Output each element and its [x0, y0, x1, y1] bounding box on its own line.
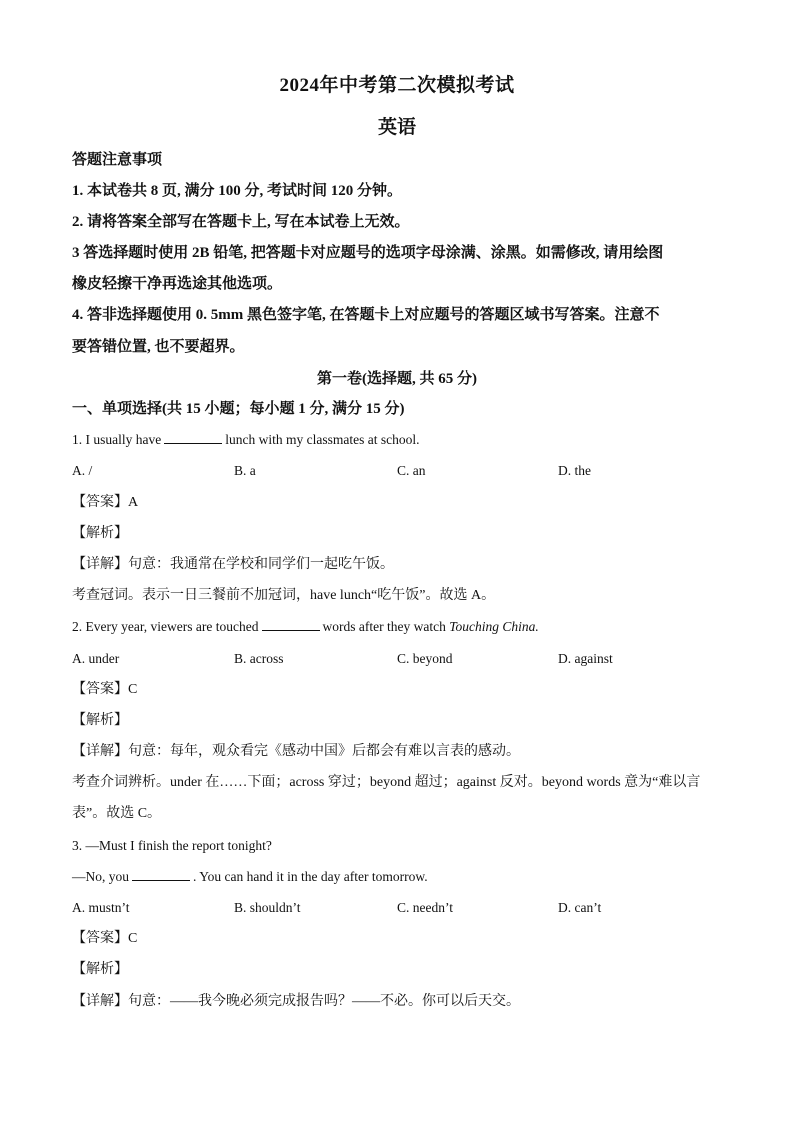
question-2-explanation-line-1: 考查介词辨析。under 在……下面；across 穿过；beyond 超过；against 反对。beyond words 意为“难以言 [72, 775, 701, 790]
notice-item-2: 2. 请将答案全部写在答题卡上, 写在本试卷上无效。 [72, 214, 410, 230]
question-2-answer: 【答案】C [72, 682, 138, 697]
question-2-option-a: A. under [72, 651, 120, 666]
question-2-option-b: B. across [234, 651, 284, 666]
notice-item-4-line-1: 4. 答非选择题使用 0. 5mm 黑色签字笔, 在答题卡上对应题号的答题区域书写答案。注意不 [72, 307, 660, 323]
question-2-explanation-line-2: 表”。故选 C。 [72, 806, 162, 821]
question-1-stem [72, 430, 419, 450]
question-1-option-a: A. / [72, 463, 93, 478]
question-3-option-d: D. can’t [558, 900, 602, 915]
question-1-answer: 【答案】A [72, 495, 139, 510]
question-1-option-c: C. an [397, 463, 426, 478]
question-2-stem-after: words after they watch [322, 619, 446, 634]
question-2-option-d: D. against [558, 651, 613, 666]
notice-item-3-line-1: 3 答选择题时使用 2B 铅笔, 把答题卡对应题号的选项字母涂满、涂黑。如需修改, 请用绘图 [72, 245, 664, 261]
answer-blank [262, 618, 320, 631]
subject-title: 英语 [377, 117, 416, 138]
question-3-option-c: C. needn’t [397, 900, 453, 915]
question-3-stem-after: . You can hand it in the day after tomorrow. [193, 869, 428, 884]
question-2-stem-italic: Touching China. [449, 619, 539, 634]
section-heading: 一、单项选择(共 15 小题；每小题 1 分, 满分 15 分) [72, 401, 405, 417]
question-3-stem-line-1: 3. —Must I finish the report tonight? [72, 838, 272, 853]
answer-blank [164, 431, 222, 444]
question-2-detail: 【详解】句意：每年，观众看完《感动中国》后都会有难以言表的感动。 [72, 744, 520, 759]
question-1-option-d: D. the [558, 463, 591, 478]
question-2-analysis: 【解析】 [72, 713, 128, 728]
question-3-option-a: A. mustn’t [72, 900, 130, 915]
question-3-detail: 【详解】句意：——我今晚必须完成报告吗？——不必。你可以后天交。 [72, 994, 520, 1009]
question-2-stem [72, 617, 539, 637]
question-3-answer: 【答案】C [72, 931, 138, 946]
question-3-stem-before: —No, you [72, 869, 129, 884]
question-3-option-b: B. shouldn’t [234, 900, 301, 915]
notice-item-4-line-2: 要答错位置, 也不要超界。 [72, 339, 245, 355]
question-1-stem-before: 1. I usually have [72, 432, 162, 447]
question-1-stem-after: lunch with my classmates at school. [225, 432, 420, 447]
question-1-explanation: 考查冠词。表示一日三餐前不加冠词，have lunch“吃午饭”。故选 A。 [72, 588, 496, 603]
part-title: 第一卷(选择题, 共 65 分) [317, 371, 477, 387]
question-2-option-c: C. beyond [397, 651, 453, 666]
notice-item-1: 1. 本试卷共 8 页, 满分 100 分, 考试时间 120 分钟。 [72, 183, 403, 199]
notice-item-3-line-2: 橡皮轻擦干净再选途其他选项。 [72, 276, 283, 292]
question-2-stem-before: 2. Every year, viewers are touched [72, 619, 259, 634]
question-1-option-b: B. a [234, 463, 256, 478]
question-3-stem-line-2 [72, 867, 428, 887]
answer-blank [132, 868, 190, 881]
exam-title: 2024年中考第二次模拟考试 [279, 75, 515, 96]
question-3-analysis: 【解析】 [72, 962, 128, 977]
question-1-analysis: 【解析】 [72, 526, 128, 541]
notice-heading: 答题注意事项 [72, 152, 163, 168]
question-1-detail: 【详解】句意：我通常在学校和同学们一起吃午饭。 [72, 557, 394, 572]
